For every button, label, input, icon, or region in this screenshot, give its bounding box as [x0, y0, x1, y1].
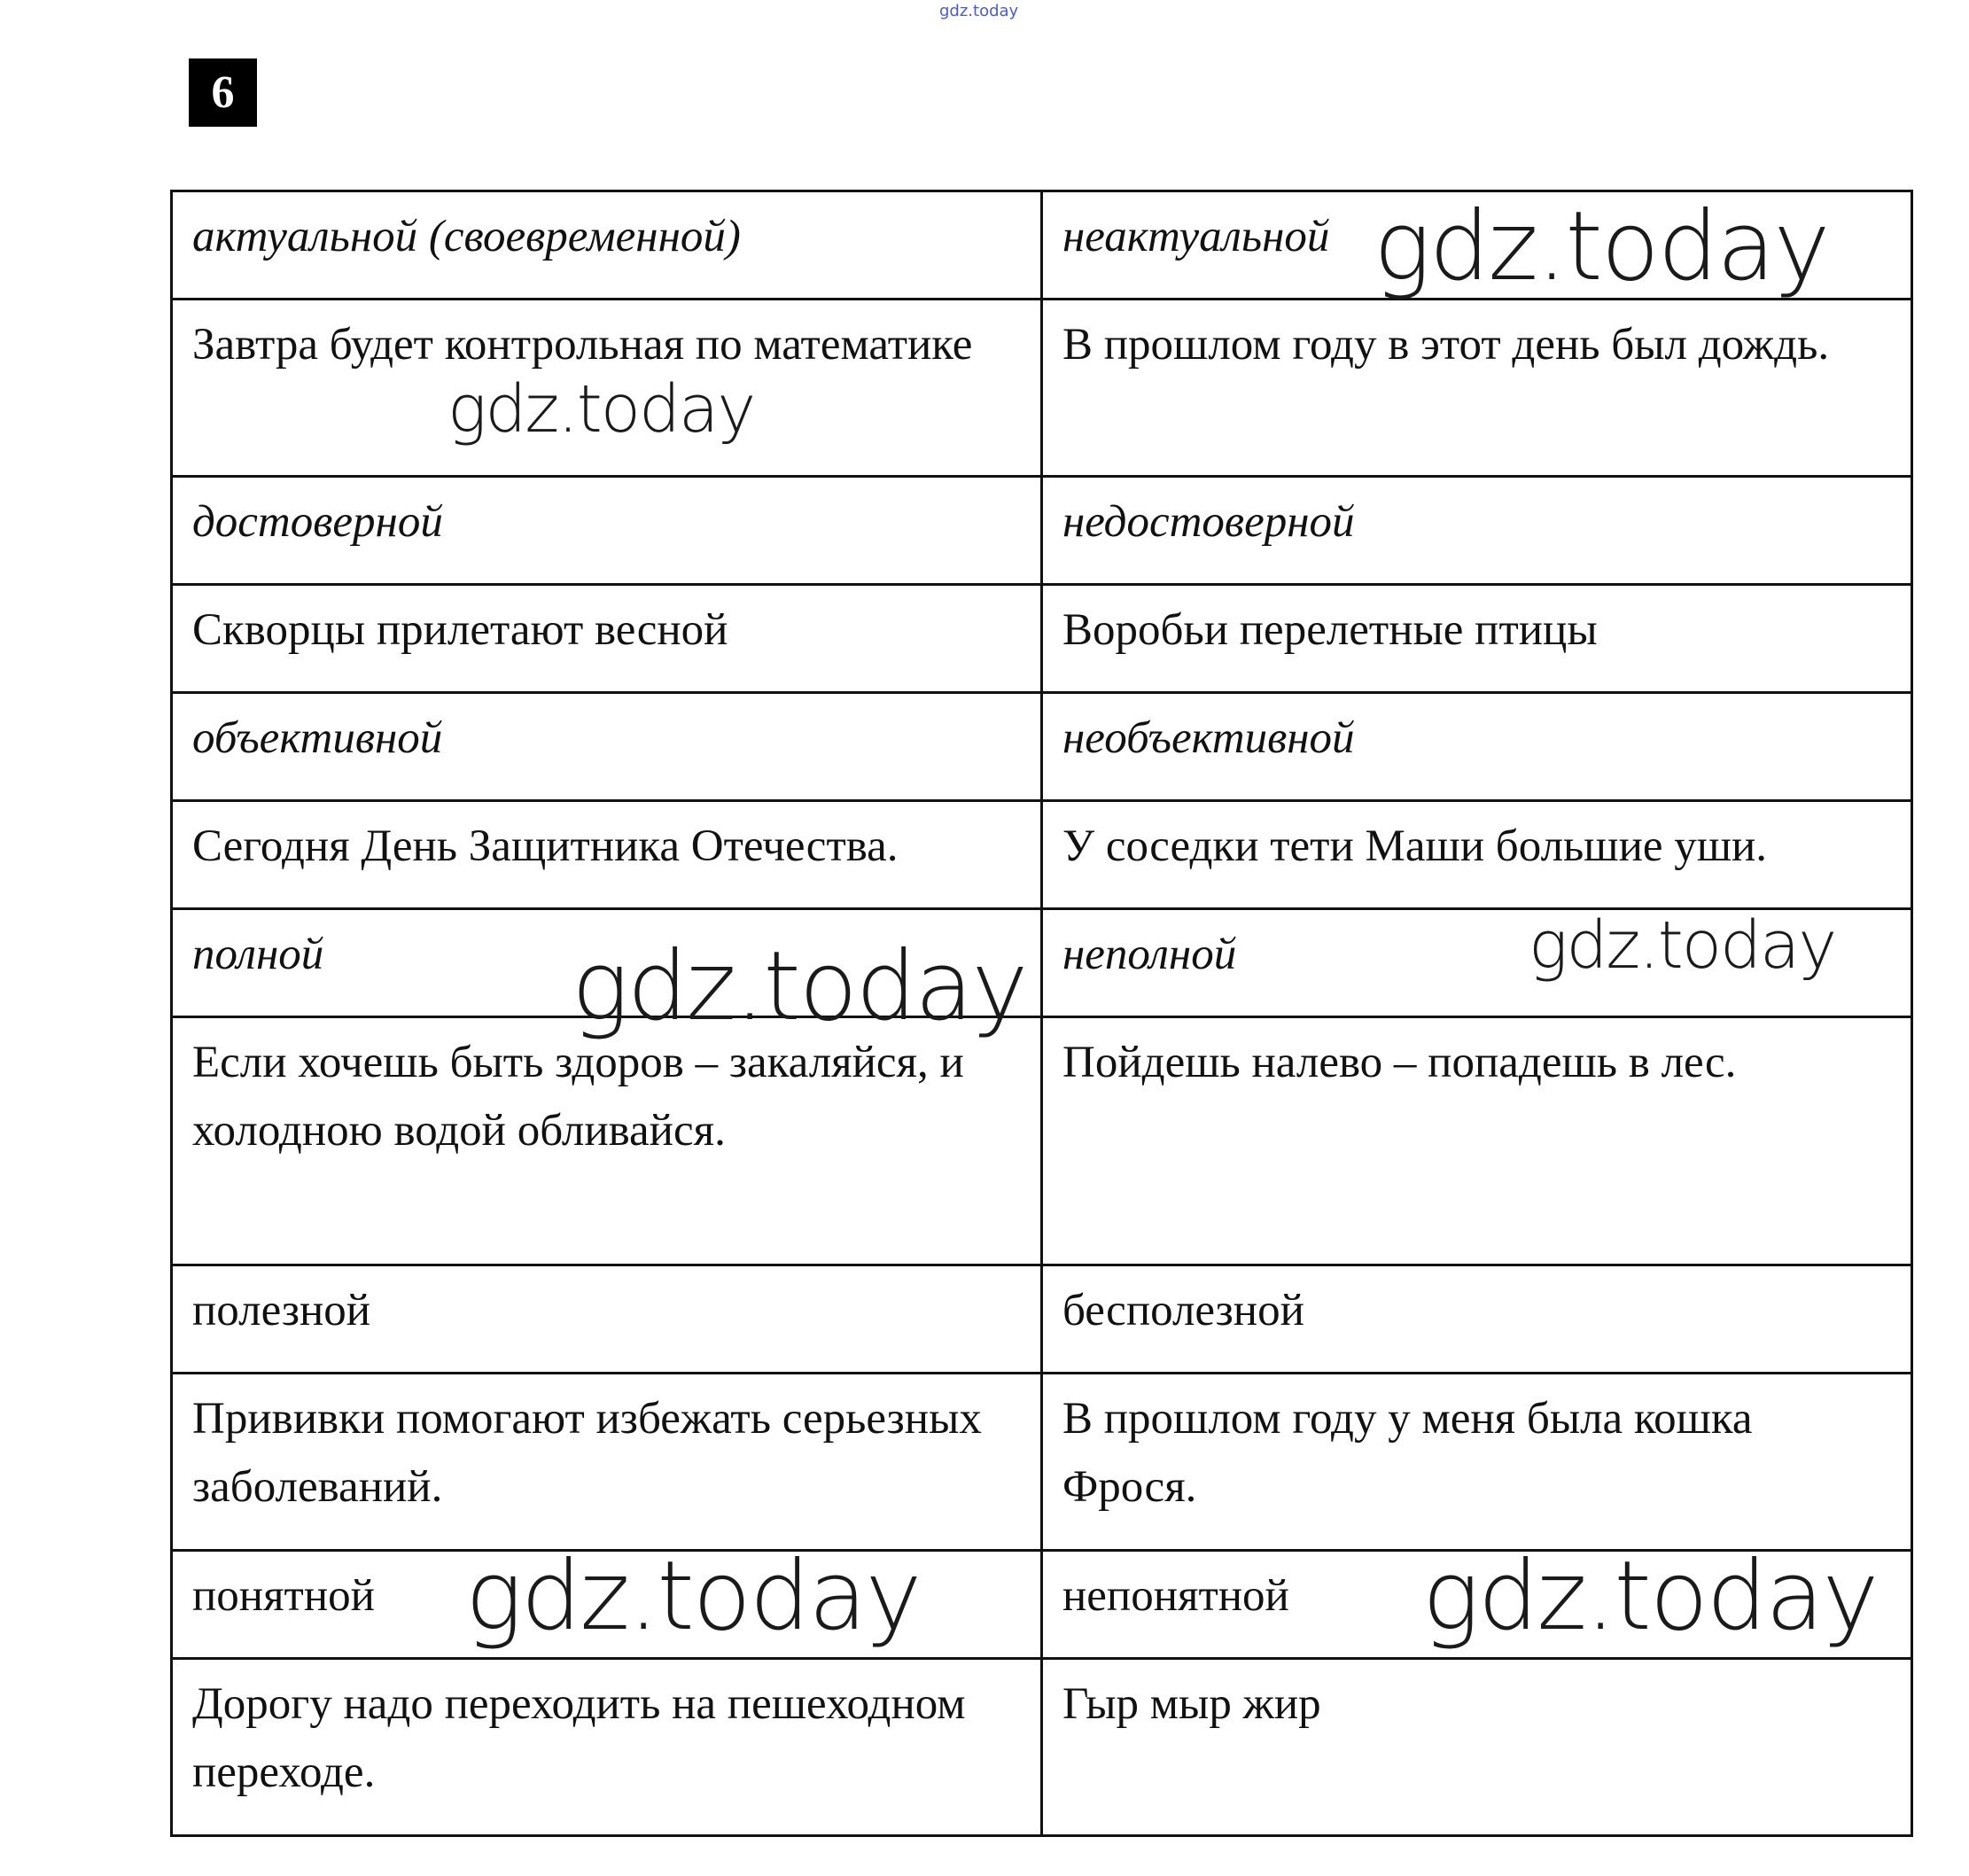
table-cell: актуальной (своевременной)	[172, 191, 1042, 300]
watermark: gdz.today	[1374, 191, 1829, 302]
watermark: gdz.today	[465, 1541, 921, 1652]
table-cell: Пойдешь налево – попадешь в лес.	[1042, 1017, 1912, 1265]
table-cell: Прививки помогают избежать серьезных заболеваний.	[172, 1374, 1042, 1551]
table-cell: полезной	[172, 1265, 1042, 1374]
table-row	[172, 477, 1912, 585]
table-cell: Воробьи перелетные птицы	[1042, 585, 1912, 693]
watermark: gdz.today	[1422, 1541, 1878, 1652]
table-cell: неполной	[1042, 909, 1912, 1017]
table-cell: Если хочешь быть здоров – закаляйся, и холодною водой обливайся.	[172, 1017, 1042, 1265]
table-cell: Гыр мыр жир	[1042, 1659, 1912, 1836]
table-cell: Завтра будет контрольная по математике	[172, 300, 1042, 477]
table-row	[172, 801, 1912, 909]
table-cell: необъективной	[1042, 693, 1912, 801]
table-cell: неактуальной	[1042, 191, 1912, 300]
table-cell: достоверной	[172, 477, 1042, 585]
table-row	[172, 1265, 1912, 1374]
table-cell: недостоверной	[1042, 477, 1912, 585]
watermark: gdz.today	[448, 371, 755, 448]
top-watermark: gdz.today	[939, 2, 1019, 20]
table-row	[172, 300, 1912, 477]
task-number-badge: 6	[189, 58, 257, 127]
watermark: gdz.today	[572, 931, 1027, 1042]
table-cell: полной	[172, 909, 1042, 1017]
table-cell: непонятной	[1042, 1551, 1912, 1659]
table-cell: понятной	[172, 1551, 1042, 1659]
table-cell: объективной	[172, 693, 1042, 801]
table-row	[172, 1374, 1912, 1551]
table-row	[172, 585, 1912, 693]
table-cell: Скворцы прилетают весной	[172, 585, 1042, 693]
table-row	[172, 693, 1912, 801]
table-cell: бесполезной	[1042, 1265, 1912, 1374]
table-cell: В прошлом году у меня была кошка Фрося.	[1042, 1374, 1912, 1551]
watermark: gdz.today	[1529, 907, 1836, 984]
table-cell: Сегодня День Защитника Отечества.	[172, 801, 1042, 909]
table-row	[172, 1659, 1912, 1836]
table-cell: В прошлом году в этот день был дождь.	[1042, 300, 1912, 477]
table-cell: Дорогу надо переходить на пешеходном переходе.	[172, 1659, 1042, 1836]
table-row	[172, 1017, 1912, 1265]
table-cell: У соседки тети Маши большие уши.	[1042, 801, 1912, 909]
